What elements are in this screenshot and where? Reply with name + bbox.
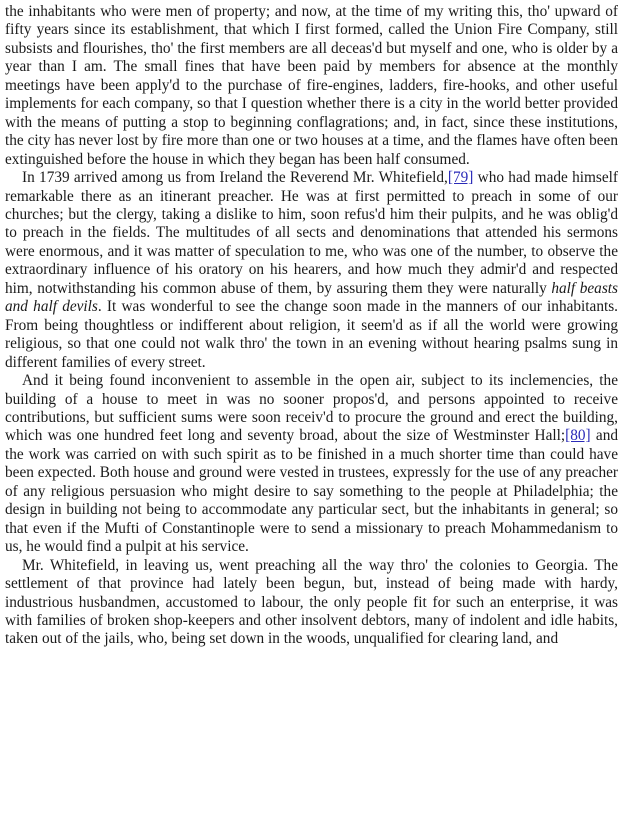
- paragraph-text: In 1739 arrived among us from Ireland the Reverend Mr. Whitefield,: [22, 169, 448, 187]
- paragraph-text: . It was wonderful to see the change soon made in the manners of our inhabitants. From being thoughtless or indifferent about religion, it seem'd as if all the world were growing religious, so that one could not walk thro' the town in an evening without hearing psalms sung in different families of every street.: [5, 298, 618, 371]
- paragraph-union-fire-company: [5, 3, 618, 169]
- paragraph-whitefield-arrival: [5, 169, 618, 372]
- paragraph-text: who had made himself remarkable there as an itinerant preacher. He was at first permitted to preach in some of our churches; but the clergy, taking a dislike to him, soon refus'd him their pulpits, and he was oblig'd to preach in the fields. The multitudes of all sects and denominations that attended his sermons were enormous, and it was matter of speculation to me, who was one of the number, to observe the extraordinary influence of his oratory on his hearers, and how much they admir'd and respected him, notwithstanding his common abuse of them, by assuring them they were naturally: [5, 169, 618, 297]
- paragraph-text: the inhabitants who were men of property; and now, at the time of my writing this, tho' upward of fifty years since its establishment, that which I first formed, called the Union Fire Company, still subsists and flourishes, tho' the first members are all deceas'd but myself and one, who is older by a year than I am. The small fines that have been paid by members for absence at the monthly meetings have been apply'd to the purchase of fire-engines, ladders, fire-hooks, and other useful implements for each company, so that I question whether there is a city in the world better provided with the means of putting a stop to beginning conflagrations; and, in fact, since these institutions, the city has never lost by fire more than one or two houses at a time, and the flames have often been extinguished before the house in which they began has been half consumed.: [5, 3, 618, 168]
- emphasized-text: half beasts and half devils: [5, 279, 618, 316]
- paragraph-meeting-house: [5, 372, 618, 557]
- paragraph-text: and the work was carried on with such spirit as to be finished in a much shorter time than could have been expected. Both house and ground were vested in trustees, expressly for the use of any preacher of any religious persuasion who might desire to say something to the people at Philadelphia; the design in building not being to accommodate any particular sect, but the inhabitants in general; so that even if the Mufti of Constantinople were to send a missionary to preach Mohammedanism to us, he would find a pulpit at his service.: [5, 427, 618, 556]
- footnote-link-80[interactable]: [80]: [565, 427, 591, 445]
- footnote-link-79[interactable]: [79]: [447, 169, 474, 187]
- paragraph-text: And it being found inconvenient to assemble in the open air, subject to its inclemencies, the building of a house to meet in was no sooner propos'd, and persons appointed to receive contributions, but sufficient sums were soon receiv'd to procure the ground and erect the building, which was one hundred feet long and seventy broad, about the size of Westminster Hall;: [5, 372, 618, 445]
- paragraph-text: Mr. Whitefield, in leaving us, went preaching all the way thro' the colonies to Georgia. The settlement of that province had lately been begun, but, instead of being made with hardy, industrious husbandmen, accustomed to labour, the only people fit for such an enterprise, it was with families of broken shop-keepers and other insolvent debtors, many of indolent and idle habits, taken out of the jails, who, being set down in the woods, unqualified for clearing land, and: [5, 556, 618, 648]
- paragraph-georgia: [5, 557, 618, 649]
